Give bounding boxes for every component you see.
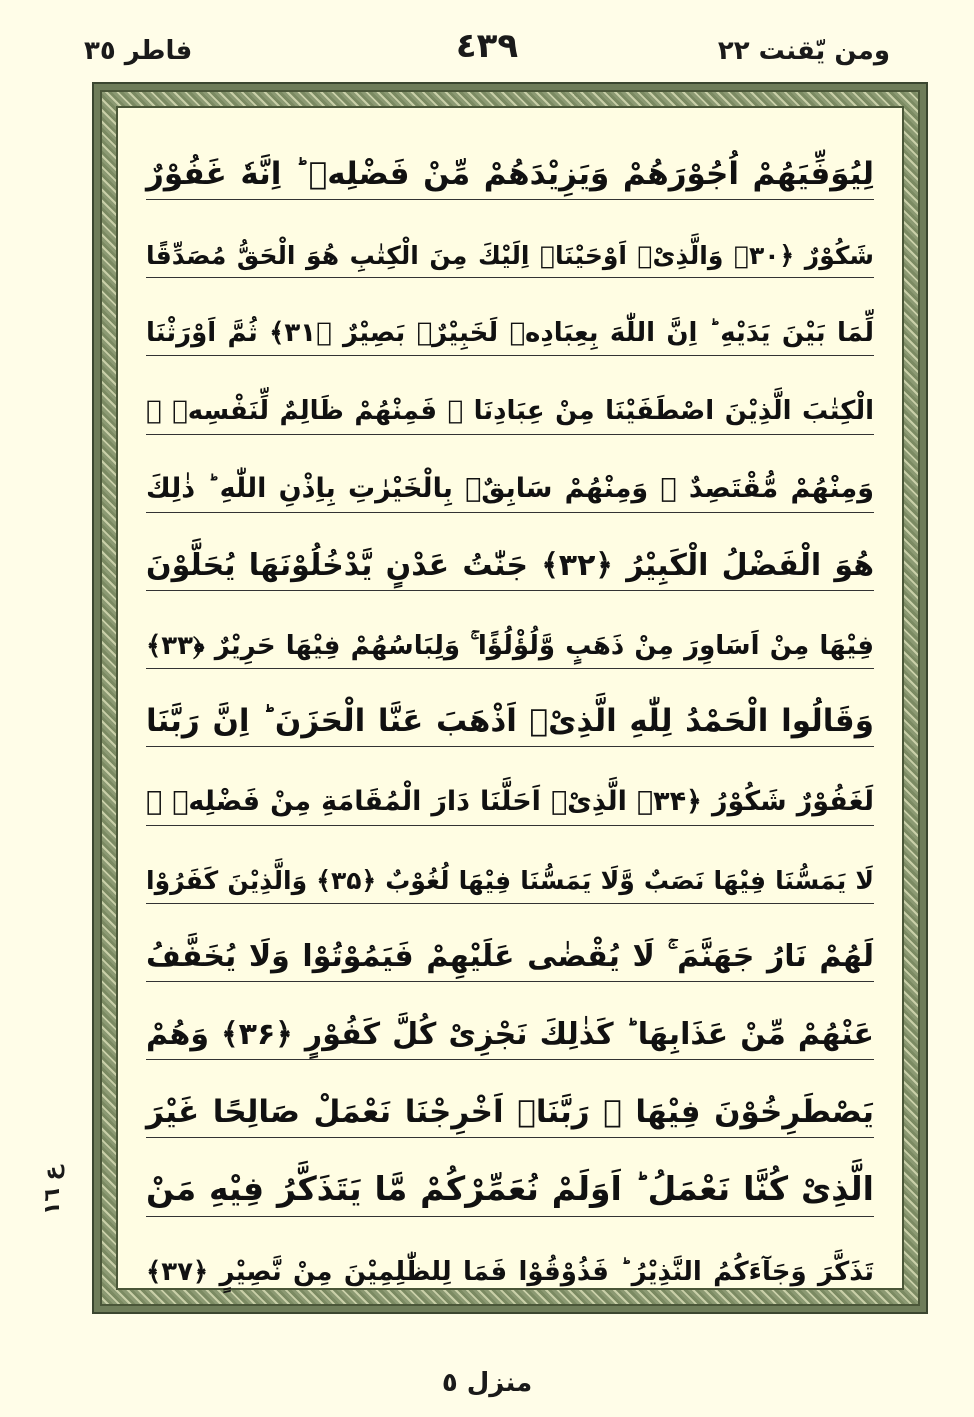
verse-text: فِیْهَا مِنْ اَسَاوِرَ مِنْ ذَهَبٍ وَّلُؤْلُؤًا ۚ وَلِبَاسُهُمْ فِیْهَا حَرِیْرٌ ﴿۳۳﴾ <box>146 630 874 661</box>
verse-text: لِّمَا بَیْنَ یَدَیْهِ ؕ اِنَّ اللّٰهَ بِعِبَادِهٖ لَخَبِیْرٌۢ بَصِیْرٌ ﴿۳۱﴾ ثُمَّ اَوْرَثْنَا <box>146 317 874 348</box>
verse-text: لِيُوَفِّيَهُمْ اُجُوْرَهُمْ وَيَزِيْدَهُمْ مِّنْ فَضْلِهٖ ؕ اِنَّهٗ غَفُوْرٌ <box>146 155 874 192</box>
verse-text: وَمِنْهُمْ مُّقْتَصِدٌ ۚ وَمِنْهُمْ سَابِقٌۢ بِالْخَیْرٰتِ بِاِذْنِ اللّٰهِ ؕ ذٰلِكَ <box>146 473 874 505</box>
verse-text: لَا یَمَسُّنَا فِیْهَا نَصَبٌ وَّلَا یَمَسُّنَا فِیْهَا لُغُوْبٌ ﴿۳۵﴾ وَالَّذِیْنَ كَفَرُوْا <box>146 866 874 896</box>
decorative-frame <box>92 82 928 1314</box>
verse-line <box>146 669 874 747</box>
verse-text: لَهُمْ نَارُ جَهَنَّمَ ۚ لَا یُقْضٰى عَلَیْهِمْ فَیَمُوْتُوْا وَلَا یُخَفَّفُ <box>146 939 874 974</box>
verse-lines <box>118 108 902 1288</box>
verse-text: لَغَفُوْرٌ شَكُوْرُ ﴿۳۴﴾ الَّذِیْۤ اَحَلَّنَا دَارَ الْمُقَامَةِ مِنْ فَضْلِهٖ ۚ <box>146 785 874 817</box>
verse-line <box>146 982 874 1060</box>
verse-line <box>146 200 874 278</box>
verse-line <box>146 904 874 982</box>
text-panel <box>116 106 904 1290</box>
verse-line <box>146 1139 874 1217</box>
verse-line <box>146 1217 874 1295</box>
verse-line <box>146 591 874 669</box>
verse-line <box>146 122 874 200</box>
page-header <box>0 0 974 80</box>
verse-text: یَصْطَرِخُوْنَ فِیْهَا ۚ رَبَّنَاۤ اَخْرِجْنَا نَعْمَلْ صَالِحًا غَیْرَ <box>146 1094 874 1131</box>
page-number: ٤٣٩ <box>455 26 519 66</box>
verse-text: عَنْهُمْ مِّنْ عَذَابِهَا ؕ كَذٰلِكَ نَجْزِیْ كُلَّ كَفُوْرٍ ﴿۳۶﴾ وَهُمْ <box>146 1017 874 1053</box>
verse-line <box>146 278 874 356</box>
verse-line <box>146 826 874 904</box>
ruku-marker: ع ١٦ <box>40 1165 65 1215</box>
verse-line <box>146 748 874 826</box>
verse-line <box>146 357 874 435</box>
juz-name: ومن يّقنت ٢٢ <box>717 36 890 66</box>
manzil-label: منزل ٥ <box>441 1368 533 1398</box>
verse-text: هُوَ الْفَضْلُ الْكَبِیْرُ ﴿۳۲﴾ جَنّٰتُ عَدْنٍ یَّدْخُلُوْنَهَا یُحَلَّوْنَ <box>146 548 874 583</box>
verse-text: الْكِتٰبَ الَّذِیْنَ اصْطَفَیْنَا مِنْ عِبَادِنَا ۚ فَمِنْهُمْ ظَالِمٌ لِّنَفْسِهٖ ۚ <box>146 396 874 426</box>
verse-line <box>146 513 874 591</box>
verse-line <box>146 1060 874 1138</box>
verse-text: شَكُوْرٌ ﴿۳۰﴾ وَالَّذِیْۤ اَوْحَیْنَاۤ اِلَیْكَ مِنَ الْكِتٰبِ هُوَ الْحَقُّ مُصَدِّقًا <box>146 240 874 270</box>
verse-line <box>146 435 874 513</box>
surah-name: فاطر ٣٥ <box>84 36 193 66</box>
verse-text: وَقَالُوا الْحَمْدُ لِلّٰهِ الَّذِیْۤ اَذْهَبَ عَنَّا الْحَزَنَ ؕ اِنَّ رَبَّنَا <box>146 703 874 740</box>
verse-text: تَذَكَّرَ وَجَآءَكُمُ النَّذِیْرُ ؕ فَذُوْقُوْا فَمَا لِلظّٰلِمِیْنَ مِنْ نَّصِیْرٍ ﴿۳۷﴾ <box>146 1257 874 1288</box>
verse-text: الَّذِیْ كُنَّا نَعْمَلُ ؕ اَوَلَمْ نُعَمِّرْكُمْ مَّا یَتَذَكَّرُ فِیْهِ مَنْ <box>146 1169 874 1209</box>
